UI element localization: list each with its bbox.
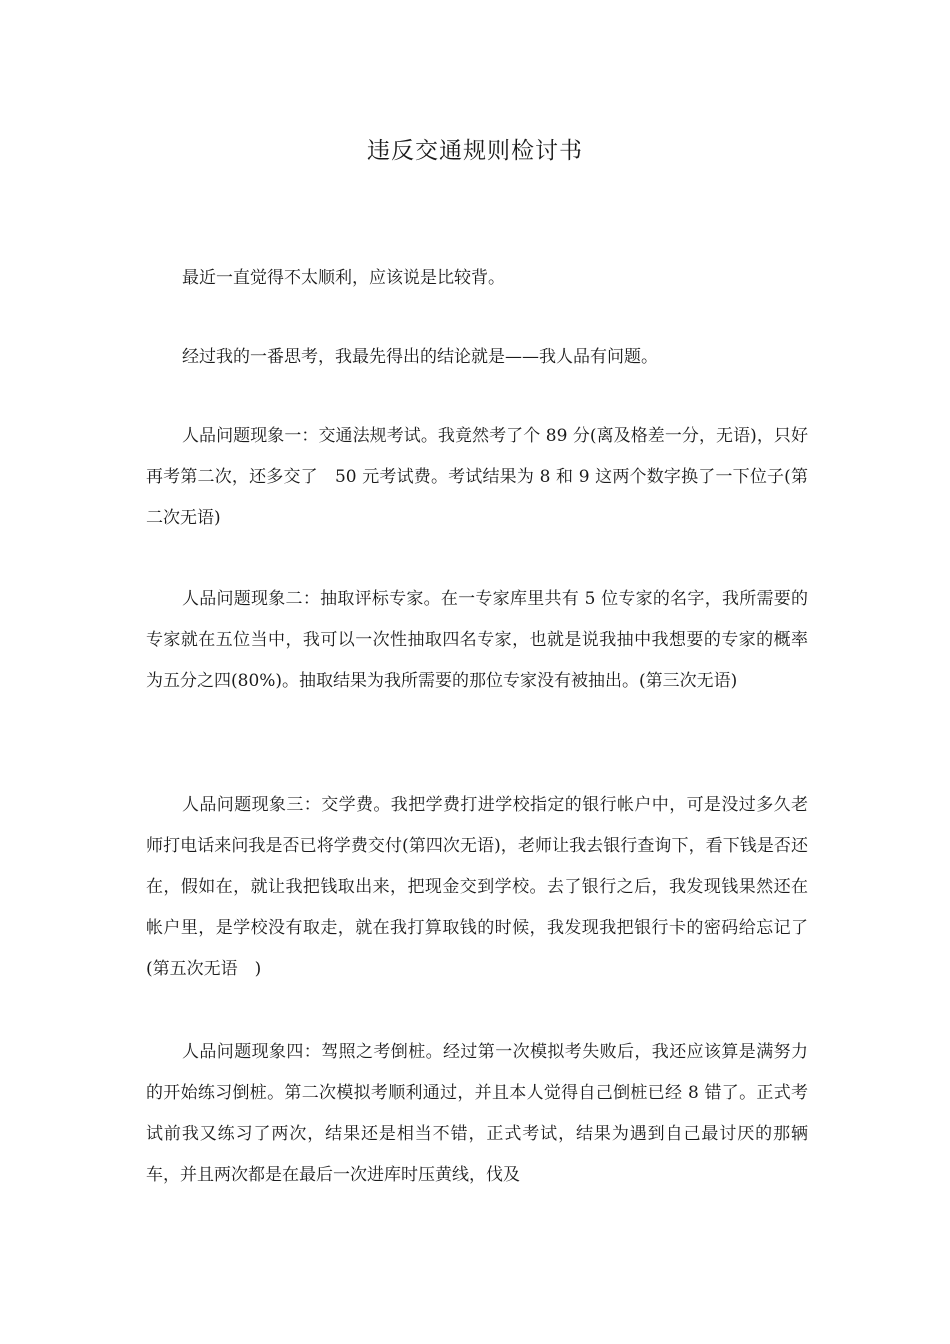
paragraph-phenomenon-3: 人品问题现象三：交学费。我把学费打进学校指定的银行帐户中，可是没过多久老师打电话来问我是否已将学费交付(第四次无语)，老师让我去银行查询下，看下钱是否还在，假如在，就让我把钱取出来，把现金交到学校。去了银行之后，我发现钱果然还在帐户里，是学校没有取走，就在我打算取钱的时候，我发现我把银行卡的密码给忘记了(第五次无语 ) <box>146 795 808 979</box>
document-title: 违反交通规则检讨书 <box>367 138 583 164</box>
paragraph-phenomenon-2: 人品问题现象二：抽取评标专家。在一专家库里共有 5 位专家的名字，我所需要的专家就在五位当中，我可以一次性抽取四名专家，也就是说我抽中我想要的专家的概率为五分之四(80%)。抽取结果为我所需要的那位专家没有被抽出。(第三次无语) <box>146 589 808 691</box>
paragraph-intro: 最近一直觉得不太顺利，应该说是比较背。 <box>182 268 505 288</box>
paragraph-phenomenon-4: 人品问题现象四：驾照之考倒桩。经过第一次模拟考失败后，我还应该算是满努力的开始练习倒桩。第二次模拟考顺利通过，并且本人觉得自己倒桩已经 8 错了。正式考试前我又练习了两次，结果还是相当不错，正式考试，结果为遇到自己最讨厌的那辆车，并且两次都是在最后一次进库时压黄线，伐及 <box>146 1042 808 1185</box>
paragraph-conclusion: 经过我的一番思考，我最先得出的结论就是——我人品有问题。 <box>182 347 658 367</box>
paragraph-phenomenon-1: 人品问题现象一：交通法规考试。我竟然考了个 89 分(离及格差一分，无语)，只好再考第二次，还多交了 50 元考试费。考试结果为 8 和 9 这两个数字换了一下位子(第二次无语) <box>146 426 808 528</box>
